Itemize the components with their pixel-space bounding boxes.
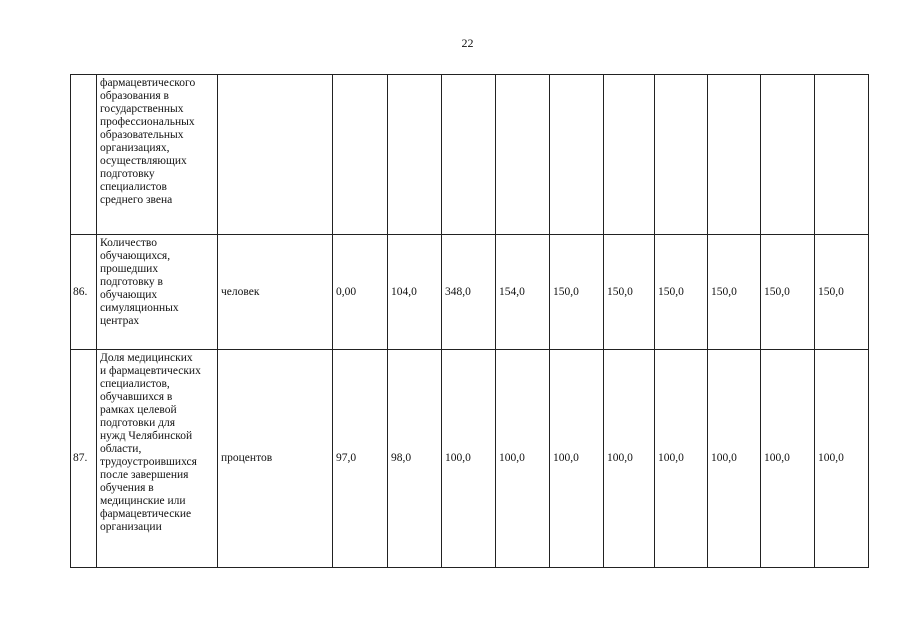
value-cell: 154,0 [496,235,550,350]
page-number: 22 [461,36,474,50]
value-cell [655,75,708,235]
description-line: подготовки для [100,417,176,429]
value-cell: 100,0 [496,350,550,568]
value-cell: 150,0 [708,235,761,350]
description-line: образовательных [100,129,184,141]
description-line: обучающих [100,289,158,301]
description-line: Количество [100,237,157,249]
value-cell: 150,0 [604,235,655,350]
indicator-description [97,235,218,350]
description-line: государственных [100,103,184,115]
table-row [71,235,869,350]
description-line: специалистов, [100,378,170,390]
row-number: 86. [71,235,97,350]
description-line: после завершения [100,469,189,481]
row-number [71,75,97,235]
value-cell [442,75,496,235]
value-cell: 100,0 [708,350,761,568]
value-cell: 100,0 [655,350,708,568]
description-line: центрах [100,315,140,327]
value-cell: 150,0 [761,235,815,350]
description-line: и фармацевтических [100,365,201,377]
row-number: 87. [71,350,97,568]
value-cell [815,75,869,235]
description-line: подготовку в [100,276,163,288]
value-cell: 100,0 [442,350,496,568]
unit-of-measure [218,75,333,235]
description-line: образования в [100,90,169,102]
description-line: специалистов [100,181,167,193]
value-cell [708,75,761,235]
indicator-description [97,350,218,568]
value-cell [761,75,815,235]
value-cell: 100,0 [550,350,604,568]
description-line: прошедших [100,263,159,275]
value-cell: 150,0 [550,235,604,350]
value-cell: 150,0 [655,235,708,350]
description-line: трудоустроившихся [100,456,197,468]
value-cell [550,75,604,235]
value-cell: 150,0 [815,235,869,350]
description-line: симуляционных [100,302,179,314]
description-line: нужд Челябинской [100,430,193,442]
description-line: фармацевтические [100,508,192,520]
description-line: обучения в [100,482,154,494]
value-cell [496,75,550,235]
value-cell: 97,0 [333,350,388,568]
table-row [71,350,869,568]
unit-of-measure: человек [218,235,333,350]
description-line: медицинские или [100,495,186,507]
description-line: обучающихся, [100,250,171,262]
description-line: рамках целевой [100,404,177,416]
description-line: организациях, [100,142,170,154]
description-line: организации [100,521,162,533]
value-cell [388,75,442,235]
value-cell: 0,00 [333,235,388,350]
description-line: профессиональных [100,116,195,128]
indicator-description [97,75,218,235]
value-cell [604,75,655,235]
description-line: фармацевтического [100,77,196,89]
description-line: среднего звена [100,194,173,206]
description-line: подготовку [100,168,155,180]
description-line: области, [100,443,142,455]
value-cell: 98,0 [388,350,442,568]
unit-of-measure: процентов [218,350,333,568]
description-line: Доля медицинских [100,352,193,364]
table-row [71,75,869,235]
value-cell [333,75,388,235]
description-line: обучавшихся в [100,391,173,403]
value-cell: 100,0 [604,350,655,568]
value-cell: 100,0 [815,350,869,568]
value-cell: 100,0 [761,350,815,568]
description-line: осуществляющих [100,155,187,167]
indicators-table [70,74,869,568]
value-cell: 104,0 [388,235,442,350]
value-cell: 348,0 [442,235,496,350]
